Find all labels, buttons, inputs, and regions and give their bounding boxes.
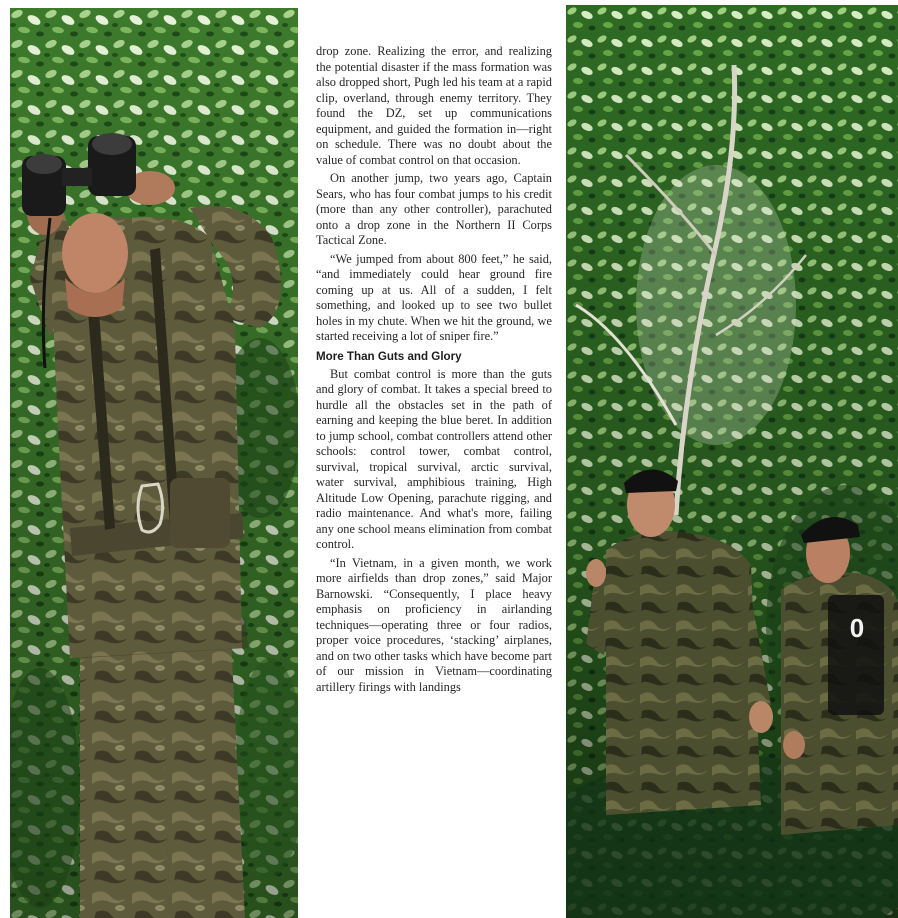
article-paragraph: “In Vietnam, in a given month, we work more airfields than drop zones,” said Major Barnowski. “Consequently, I place heavy emphasis on proficiency in airlanding techniques—operating three or four radios, proper voice procedures, ‘stacking’ airplanes, and on two other tasks which have become part of our mission in Vietnam—coordinating artillery firings with landings xyxy=(316,555,552,694)
photo-soldier-binoculars xyxy=(10,8,298,918)
article-paragraph: “We jumped from about 800 feet,” he said, “and immediately could hear ground fire coming up at us. All of a sudden, I felt something, and looked up to see two bullet holes in my chute. When we hit the ground, we started receiving a lot of sniper fire.” xyxy=(316,251,552,343)
article-text-column xyxy=(316,44,552,695)
soldier-with-binoculars-photo xyxy=(10,8,298,918)
article-paragraph: On another jump, two years ago, Captain Sears, who has four combat jumps to his credit (more than any other controller), parachuted onto a drop zone in the Northern II Corps Tactical Zone. xyxy=(316,171,552,247)
article-paragraph: But combat control is more than the guts and glory of combat. It takes a special breed to hurdle all the obstacles set in the path of earning and keeping the blue beret. In addition to jump school, combat controllers attend other schools: control tower, combat control, survival, tropical survival, arctic survival, water survival, amphibious training, High Altitude Low Opening, parachute rigging, and radio maintenance. And what's more, failing any one school means elimination from combat control. xyxy=(316,366,552,551)
soldiers-in-jungle-photo xyxy=(566,5,898,918)
photo-soldiers-jungle xyxy=(566,5,898,918)
article-paragraph: drop zone. Realizing the error, and realizing the potential disaster if the mass formation was also dropped short, Pugh led his team at a rapid clip, overland, through enemy territory. They found the DZ, set up communications equipment, and guided the formation in—right on schedule. There was no doubt about the value of combat control on that occasion. xyxy=(316,44,552,167)
section-subhead: More Than Guts and Glory xyxy=(316,349,462,363)
radio-marking-text: 0 xyxy=(849,613,865,643)
